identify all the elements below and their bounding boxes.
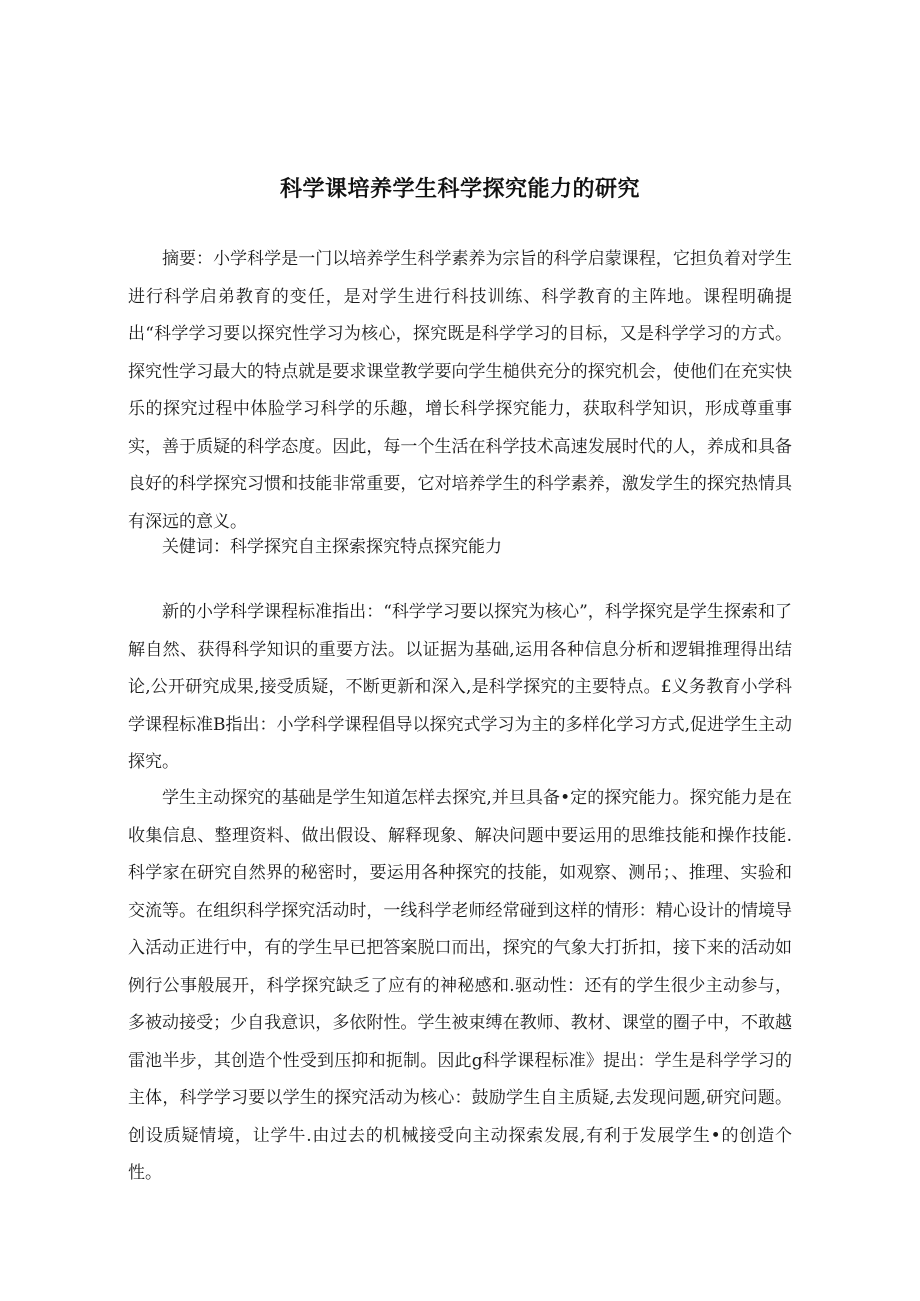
document-title: 科学课培养学生科学探究能力的研究 (279, 177, 640, 202)
keywords-line: 关健词：科学探究自主探索探究特点探究能力 (162, 537, 502, 557)
abstract-paragraph: 摘要：小学科学是一门以培养学生科学素养为宗旨的科学启蒙课程，它担负着对学生进行科学启弟教育的变任，是对学生进行科技训练、科学教育的主阵地。课程明确提出“科学学习要以探究性学习为核心，探究既是科学学习的目标，又是科学学习的方式。探究性学习最大的特点就是要求课堂教学要向学生槌供充分的探究机会，使他们在充实快乐的探究过程中体脸学习科学的乐趣，增长科学探究能力，获取科学知识，形成尊重事实，善于质疑的科学态度。因此，每一个生活在科学技术高速发展时代的人，养成和具备良好的科学探究习惯和技能非常重要，它对培养学生的科学素养，激发学生的探究热情具有深远的意义。 (128, 249, 792, 532)
body-paragraph-2: 学生主动探究的基础是学生知道怎样去探究,并旦具备•定的探究能力。探究能力是在收集信息、整理资料、做出假设、解释现象、解决问题中要运用的思维技能和操作技能.科学家在研究自然界的秘密时，要运用各种探究的技能，如观察、测吊；、推理、实验和交流等。在组织科学探究活动时，一线科学老师经常碰到这样的情形：精心设计的情境导入活动正进行中，有的学生早已把答案脱口而出，探究的气象大打折扣，接下来的活动如例行公事般展开，科学探究缺乏了应有的神秘感和.驱动性：还有的学生很少主动参与，多被动接受；少自我意识，多依附性。学生被束缚在教师、教材、课堂的圈子中，不敢越雷池半步，其创造个性受到压抑和扼制。因此g科学课程标准》提出：学生是科学学习的主体，科学学习要以学生的探究活动为核心：鼓励学生自主质疑,去发现问题,研究问题。创设质疑情境，让学牛.由过去的机械接受向主动探索发展,有利于发展学生•的创造个性。 (128, 788, 792, 1183)
body-paragraph-1: 新的小学科学课程标准指出：“科学学习要以探究为核心”，科学探究是学生探索和了解自然、获得科学知识的重要方法。以证据为基础,运用各种信息分析和逻辑推理得出结论,公开研究成果,接受质疑，不断更新和深入,是科学探究的主要特点。£义务教育小学科学课程标准B指出：小学科学课程倡导以探究式学习为主的多样化学习方式,促进学生主动探究。 (128, 602, 792, 772)
